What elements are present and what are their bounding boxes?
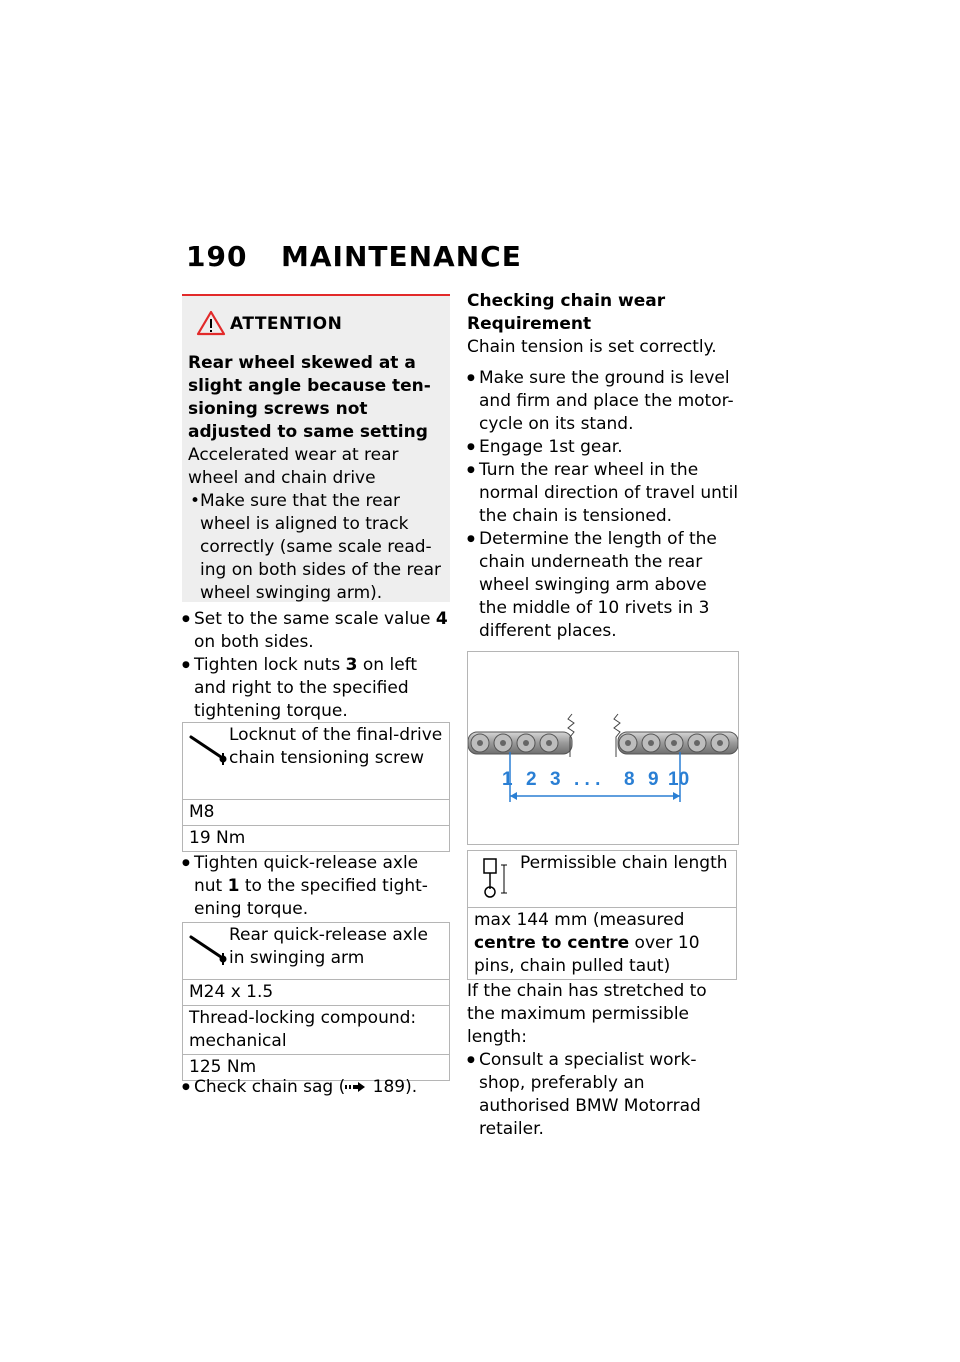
table-row: Thread-locking compound: mechanical <box>183 1006 450 1055</box>
list-item: ● Determine the length of the chain underneath the rear wheel swinging arm above the middle of 10 rivets in 3 different places. <box>467 528 739 643</box>
table-row: 19 Nm <box>183 826 450 852</box>
pin-number: 1 <box>502 769 513 790</box>
table-row: M8 <box>183 800 450 826</box>
left-steps-3 <box>182 1076 450 1099</box>
pin-number: 9 <box>648 769 659 790</box>
attention-remedy: • Make sure that the rear wheel is aligned to track correctly (same scale read-ing on both sides of the rear wheel swinging arm). <box>188 490 443 605</box>
requirement-label: Requirement <box>467 314 592 334</box>
chain-length-table <box>467 850 737 980</box>
chain-illustration <box>468 652 738 844</box>
page-reference[interactable]: 189 <box>372 1077 406 1097</box>
list-item: ● Tighten lock nuts 3 on left and right to the specified tightening torque. <box>182 654 450 723</box>
attention-box <box>182 294 450 602</box>
list-item: ● Consult a specialist work-shop, preferably an authorised BMW Motorrad retailer. <box>467 1049 739 1141</box>
check-section <box>467 290 739 643</box>
torque-table-2 <box>182 922 450 1081</box>
torque-table-1 <box>182 722 450 852</box>
attention-effect: Accelerated wear at rear wheel and chain drive <box>188 445 399 488</box>
attention-cause: Rear wheel skewed at a slight angle because ten-sioning screws not adjusted to same setting <box>188 353 431 442</box>
page-reference-arrow-icon <box>345 1081 367 1093</box>
section-title: MAINTENANCE <box>281 240 522 273</box>
list-item: ● Set to the same scale value 4 on both sides. <box>182 608 450 654</box>
attention-body <box>188 352 443 605</box>
list-item: ● Tighten quick-release axle nut 1 to the specified tight-ening torque. <box>182 852 450 921</box>
attention-label: ATTENTION <box>230 314 343 334</box>
list-item: ● Engage 1st gear. <box>467 436 739 459</box>
wrench-icon <box>189 929 231 967</box>
chain-length-value: max 144 mm (measured centre to centre over 10 pins, chain pulled taut) <box>468 908 737 980</box>
page-number: 190 <box>186 240 248 273</box>
wrench-icon <box>189 729 231 767</box>
table-row: 125 Nm <box>183 1055 450 1081</box>
chain-length-title: Permissible chain length <box>520 853 728 873</box>
pin-number: 3 <box>550 769 561 790</box>
pin-number: 8 <box>624 769 635 790</box>
pin-number: 2 <box>526 769 537 790</box>
warning-icon <box>196 310 226 336</box>
stretched-section <box>467 980 739 1141</box>
check-heading: Checking chain wear <box>467 291 666 311</box>
chain-figure <box>467 651 739 845</box>
pin-ellipsis: . . . <box>574 769 601 790</box>
left-steps-1 <box>182 608 450 723</box>
stretched-text: If the chain has stretched to the maximum permissible length: <box>467 981 707 1047</box>
left-steps-2 <box>182 852 450 921</box>
pin-number: 10 <box>668 769 690 790</box>
torque-table-1-title: Locknut of the final-drive chain tensioning screw <box>229 725 443 768</box>
measuring-gauge-icon <box>474 857 514 899</box>
list-item: ● Turn the rear wheel in the normal direction of travel until the chain is tensioned. <box>467 459 739 528</box>
list-item: ● Make sure the ground is level and firm and place the motor-cycle on its stand. <box>467 367 739 436</box>
torque-table-2-title: Rear quick-release axle in swinging arm <box>229 925 428 968</box>
table-row: M24 x 1.5 <box>183 980 450 1006</box>
list-item: ● Check chain sag ( 189). <box>182 1076 450 1099</box>
requirement-text: Chain tension is set correctly. <box>467 337 717 357</box>
